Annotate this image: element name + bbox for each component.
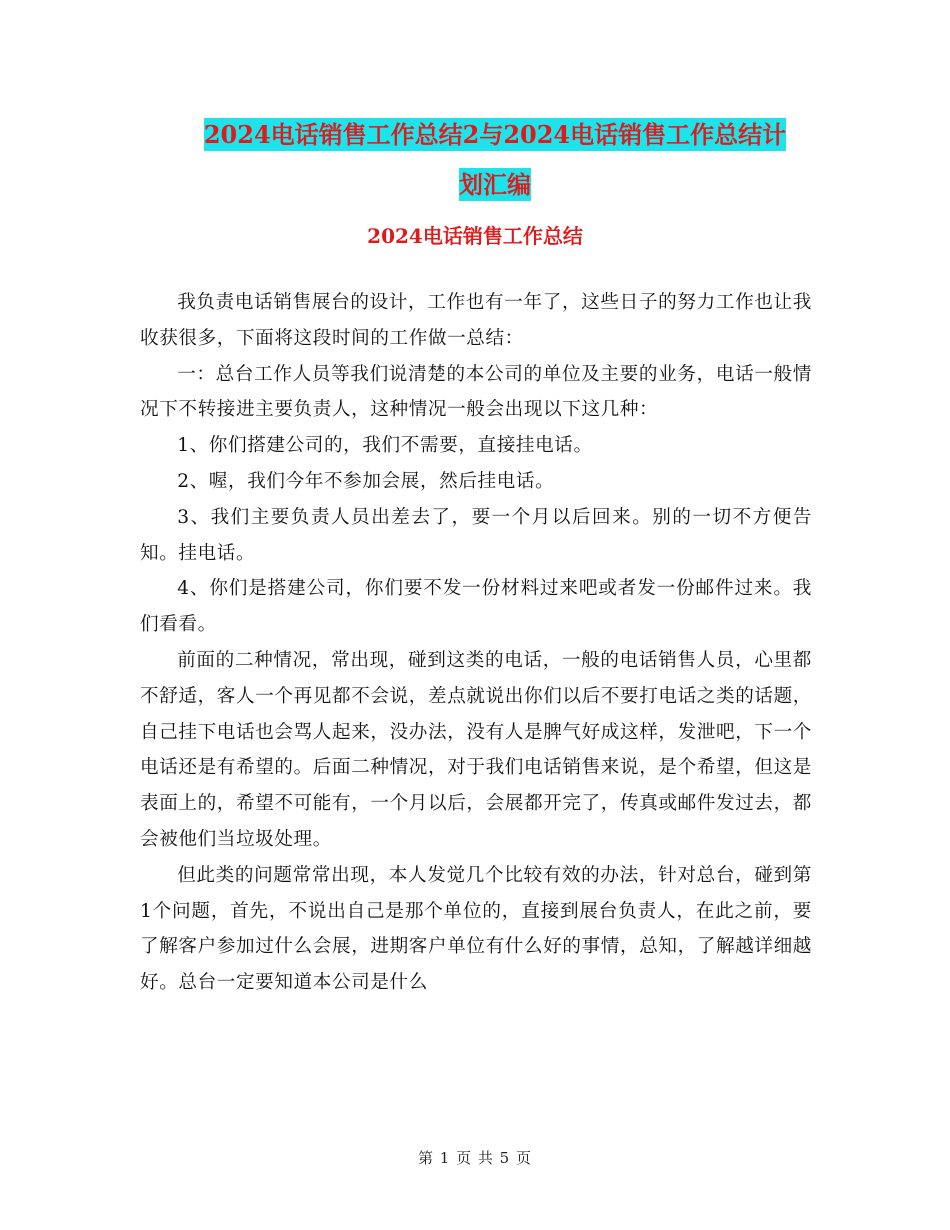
- paragraph: 一：总台工作人员等我们说清楚的本公司的单位及主要的业务，电话一般情况下不转接进主要负责人，这种情况一般会出现以下这几种：: [140, 363, 812, 421]
- paragraph: 但此类的问题常常出现，本人发觉几个比较有效的办法，针对总台，碰到第1个问题，首先，不说出自己是那个单位的，直接到展台负责人，在此之前，要了解客户参加过什么会展，进期客户单位有什么好的事情，总知，了解越详细越好。总台一定要知道本公司是什么: [140, 864, 812, 994]
- page-number-footer: 第 1 页 共 5 页: [418, 1149, 532, 1167]
- paragraph: 3、我们主要负责人员出差去了，要一个月以后回来。别的一切不方便告知。挂电话。: [140, 506, 812, 564]
- document-body: [140, 285, 812, 1001]
- paragraph: 我负责电话销售展台的设计，工作也有一年了，这些日子的努力工作也让我收获很多，下面将这段时间的工作做一总结：: [140, 292, 812, 349]
- title-line-1: 2024电话销售工作总结2与2024电话销售工作总结计: [203, 120, 787, 149]
- paragraph: 1、你们搭建公司的，我们不需要，直接挂电话。: [177, 435, 593, 457]
- paragraph: 前面的二种情况，常出现，碰到这类的电话，一般的电话销售人员，心里都不舒适，客人一个再见都不会说，差点就说出你们以后不要打电话之类的话题，自己挂下电话也会骂人起来，没办法，没有人是脾气好成这样，发泄吧，下一个电话还是有希望的。后面二种情况，对于我们电话销售来说，是个希望，但这是表面上的，希望不可能有，一个月以后，会展都开完了，传真或邮件发过去，都会被他们当垃圾处理。: [140, 649, 812, 850]
- title-line-2: 划汇编: [459, 170, 531, 199]
- section-title: 2024电话销售工作总结: [367, 224, 583, 248]
- paragraph: 2、喔，我们今年不参加会展，然后挂电话。: [177, 470, 555, 492]
- document-title: [140, 110, 850, 210]
- paragraph: 4、你们是搭建公司，你们要不发一份材料过来吧或者发一份邮件过来。我们看看。: [140, 578, 812, 636]
